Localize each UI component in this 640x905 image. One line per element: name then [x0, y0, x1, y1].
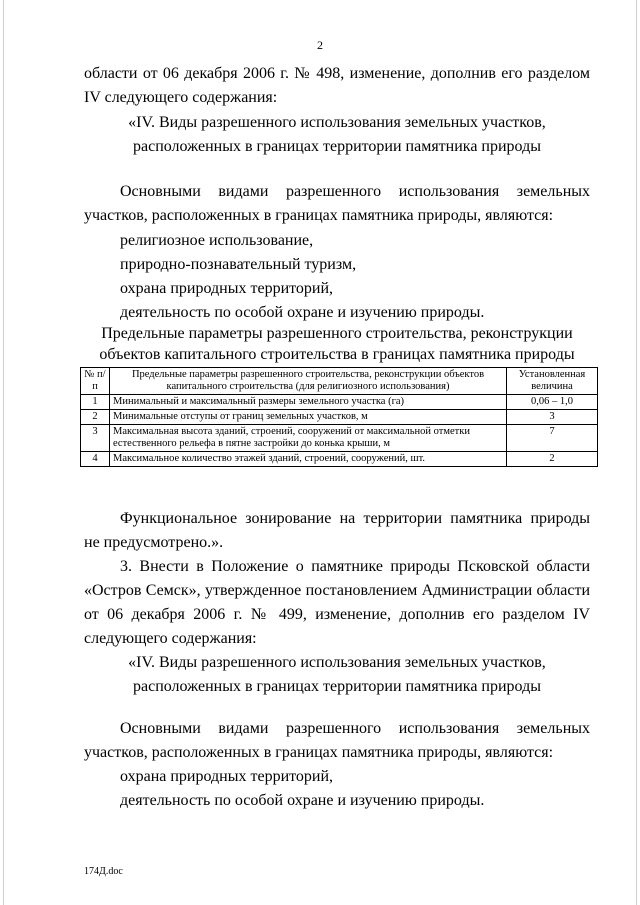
paragraph-line: участков, расположенных в границах памятника природы, являются:: [84, 744, 554, 761]
scan-edge-right: [636, 0, 637, 905]
scan-edge-left: [3, 0, 4, 905]
paragraph-line: Основными видами разрешенного использования земельных: [120, 183, 590, 200]
header-value: Установленная величина: [507, 368, 598, 395]
header-num: № п/п: [81, 368, 110, 395]
paragraph-line: 3. Внести в Положение о памятнике природы Псковской области: [120, 558, 590, 575]
list-item: природно-познавательный туризм,: [120, 256, 357, 273]
row-param: Минимальные отступы от границ земельных участков, м: [110, 410, 507, 425]
table-title: Предельные параметры разрешенного строительства, реконструкции: [101, 325, 573, 342]
row-value: 2: [507, 452, 598, 467]
row-param: Максимальная высота зданий, строений, сооружений от максимальной отметки естественного рельефа в пятне застройки до конька крыши, м: [110, 425, 507, 452]
parameters-table: [80, 367, 598, 467]
page-number: 2: [317, 38, 323, 52]
row-param: Минимальный и максимальный размеры земельного участка (га): [110, 395, 507, 410]
paragraph-line: участков, расположенных в границах памятника природы, являются:: [84, 207, 554, 224]
row-num: 2: [81, 410, 110, 425]
table-row: [81, 452, 598, 467]
paragraph-line: области от 06 декабря 2006 г. № 498, изменение, дополнив его разделом: [84, 65, 590, 82]
row-param: Максимальное количество этажей зданий, строений, сооружений, шт.: [110, 452, 507, 467]
paragraph-line: не предусмотрено.».: [84, 534, 224, 551]
header-param: Предельные параметры разрешенного строительства, реконструкции объектов капитального строительства (для религиозного использования): [110, 368, 507, 395]
section-heading: расположенных в границах территории памятника природы: [133, 138, 541, 155]
table-row: [81, 425, 598, 452]
row-num: 4: [81, 452, 110, 467]
list-item: охрана природных территорий,: [120, 280, 334, 297]
row-value: 7: [507, 425, 598, 452]
table-row: [81, 395, 598, 410]
paragraph-line: Функциональное зонирование на территории памятника природы: [120, 510, 590, 527]
row-value: 0,06 – 1,0: [507, 395, 598, 410]
row-num: 3: [81, 425, 110, 452]
list-item: религиозное использование,: [120, 232, 314, 249]
section-heading: расположенных в границах территории памятника природы: [133, 678, 541, 695]
row-num: 1: [81, 395, 110, 410]
paragraph-line: следующего содержания:: [84, 630, 257, 647]
table-title: объектов капитального строительства в границах памятника природы: [99, 346, 575, 363]
paragraph-line: «Остров Семск», утвержденное постановлением Администрации области: [84, 582, 590, 599]
section-heading: «IV. Виды разрешенного использования земельных участков,: [128, 654, 546, 671]
paragraph-line: от 06 декабря 2006 г. № 499, изменение, дополнив его разделом IV: [84, 606, 590, 623]
list-item: деятельность по особой охране и изучению природы.: [120, 792, 485, 809]
footer-filename: 174Д.doc: [84, 866, 123, 877]
section-heading: «IV. Виды разрешенного использования земельных участков,: [128, 114, 546, 131]
paragraph-line: IV следующего содержания:: [84, 89, 278, 106]
table-header-row: [81, 368, 598, 395]
paragraph-line: Основными видами разрешенного использования земельных: [120, 720, 590, 737]
list-item: деятельность по особой охране и изучению природы.: [120, 304, 485, 321]
row-value: 3: [507, 410, 598, 425]
table-row: [81, 410, 598, 425]
list-item: охрана природных территорий,: [120, 768, 334, 785]
